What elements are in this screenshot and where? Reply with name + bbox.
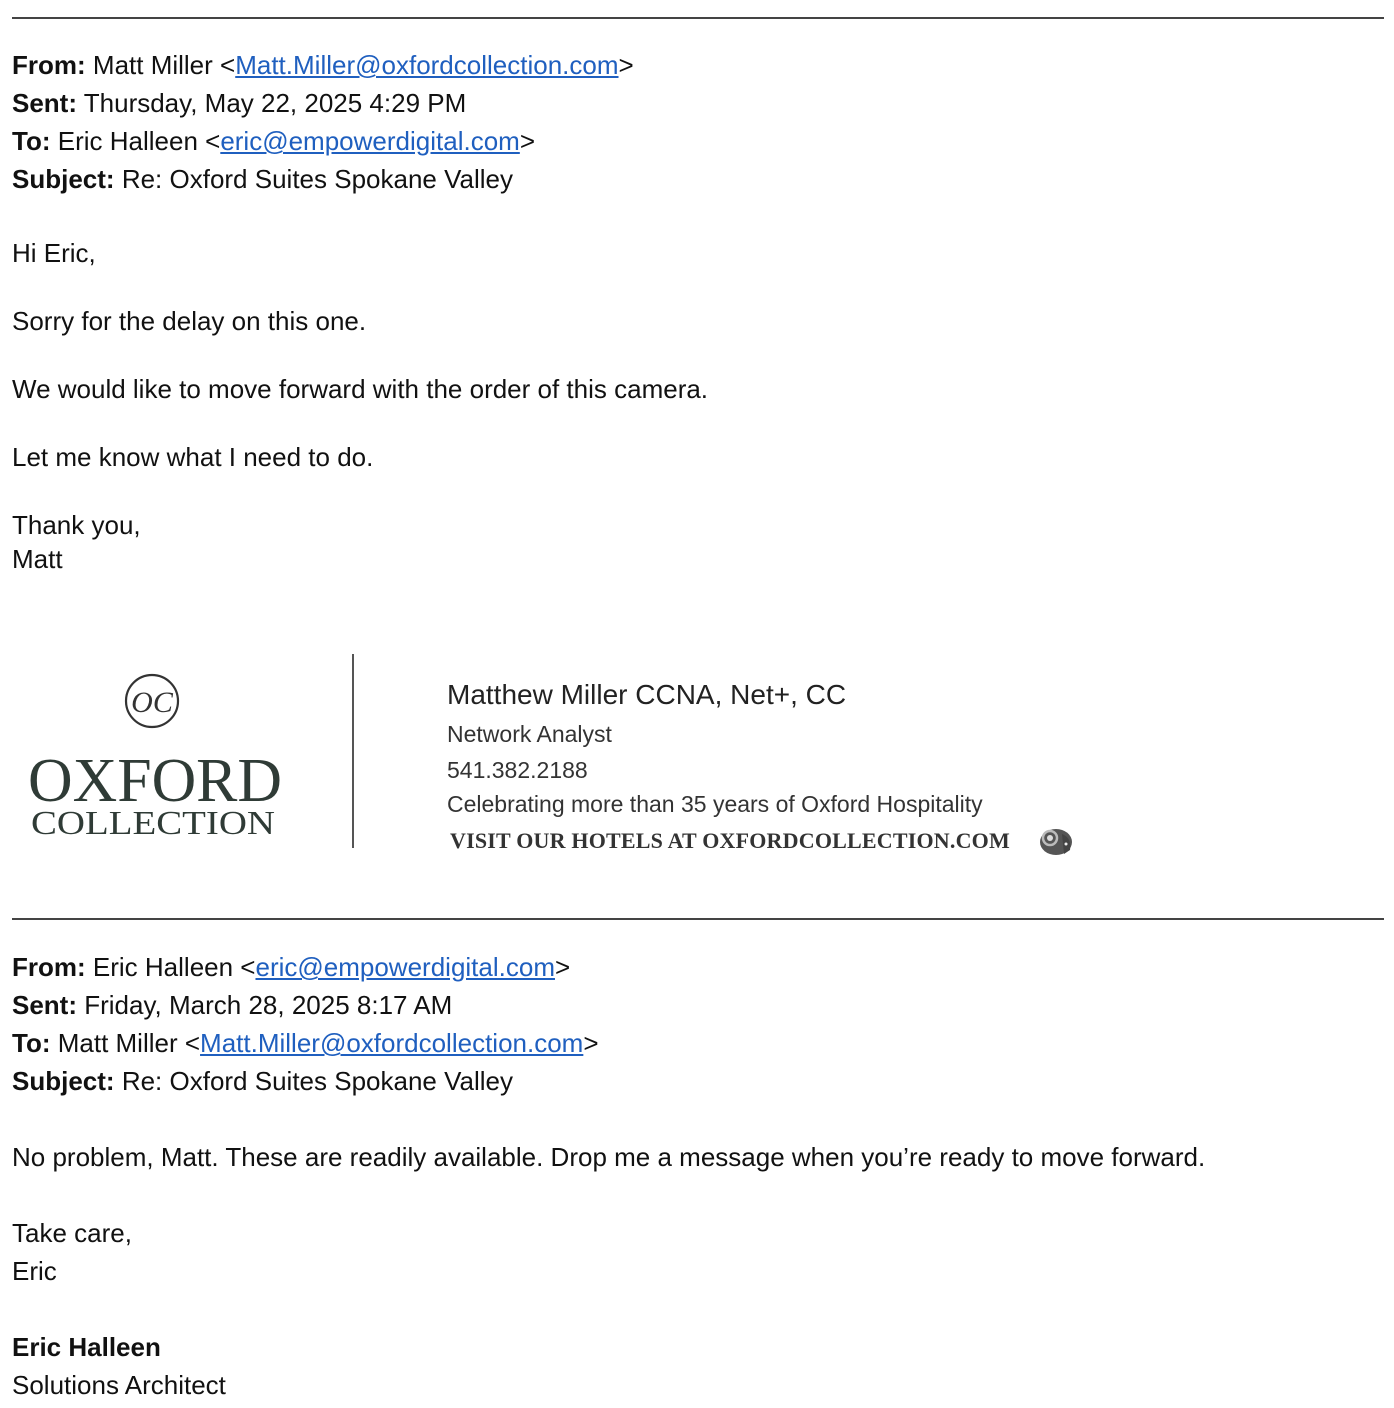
to-email-link[interactable]: eric@empowerdigital.com bbox=[220, 126, 520, 156]
subject-label: Subject: bbox=[12, 164, 115, 194]
to-label: To: bbox=[12, 126, 51, 156]
sent-value: Thursday, May 22, 2025 4:29 PM bbox=[83, 88, 467, 118]
to-name: Matt Miller < bbox=[57, 1028, 201, 1058]
from-label: From: bbox=[12, 952, 86, 982]
logo-oxford-text: OXFORD bbox=[28, 747, 282, 815]
ram-mascot-icon bbox=[1036, 824, 1076, 858]
signature-phone: 541.382.2188 bbox=[447, 757, 588, 783]
email2-sign: Eric bbox=[12, 1256, 57, 1286]
email2-to-row bbox=[12, 1024, 599, 1062]
email2-subject-row bbox=[12, 1062, 513, 1100]
email1-from-row bbox=[12, 46, 634, 84]
from-label: From: bbox=[12, 50, 86, 80]
email1-line3: Let me know what I need to do. bbox=[12, 442, 374, 472]
logo-collection-text: COLLECTION bbox=[31, 805, 275, 842]
signature-name: Matthew Miller bbox=[447, 679, 628, 710]
from-email-link[interactable]: eric@empowerdigital.com bbox=[255, 952, 555, 982]
visit-hotels-banner[interactable]: VISIT OUR HOTELS AT OXFORDCOLLECTION.COM bbox=[450, 828, 1010, 853]
email2-line1: No problem, Matt. These are readily available. Drop me a message when you’re ready to move forward. bbox=[12, 1142, 1206, 1172]
email2-sent-row bbox=[12, 986, 452, 1024]
from-email-link[interactable]: Matt.Miller@oxfordcollection.com bbox=[235, 50, 619, 80]
signature-credentials: CCNA, Net+, CC bbox=[627, 679, 847, 710]
to-close: > bbox=[519, 126, 535, 156]
email2-signature-title: Solutions Architect bbox=[12, 1370, 226, 1400]
from-close: > bbox=[554, 952, 571, 982]
signature-name-line bbox=[447, 676, 846, 714]
subject-value: Re: Oxford Suites Spokane Valley bbox=[121, 1066, 513, 1096]
subject-value: Re: Oxford Suites Spokane Valley bbox=[121, 164, 513, 194]
divider-top bbox=[12, 17, 1384, 19]
to-email-link[interactable]: Matt.Miller@oxfordcollection.com bbox=[200, 1028, 584, 1058]
subject-label: Subject: bbox=[12, 1066, 115, 1096]
to-close: > bbox=[583, 1028, 599, 1058]
email1-to-row bbox=[12, 122, 535, 160]
oxford-collection-logo bbox=[22, 668, 292, 848]
email2-closing: Take care, bbox=[12, 1218, 132, 1248]
email1-closing: Thank you, bbox=[12, 510, 141, 540]
logo-monogram: OC bbox=[131, 686, 173, 719]
email1-line2: We would like to move forward with the order of this camera. bbox=[12, 374, 709, 404]
signature-tagline: Celebrating more than 35 years of Oxford Hospitality bbox=[447, 791, 983, 817]
from-name: Matt Miller < bbox=[92, 50, 236, 80]
sent-value: Friday, March 28, 2025 8:17 AM bbox=[84, 990, 453, 1020]
from-close: > bbox=[618, 50, 634, 80]
email1-sent-row bbox=[12, 84, 466, 122]
signature-divider bbox=[352, 654, 354, 848]
from-name: Eric Halleen < bbox=[92, 952, 256, 982]
to-name: Eric Halleen < bbox=[57, 126, 221, 156]
to-label: To: bbox=[12, 1028, 51, 1058]
divider-middle bbox=[12, 918, 1384, 920]
sent-label: Sent: bbox=[12, 88, 77, 118]
email1-subject-row bbox=[12, 160, 513, 198]
email2-signature-name: Eric Halleen bbox=[12, 1332, 161, 1362]
email1-sign: Matt bbox=[12, 544, 63, 574]
email1-greeting: Hi Eric, bbox=[12, 238, 96, 268]
email1-line1: Sorry for the delay on this one. bbox=[12, 306, 367, 336]
sent-label: Sent: bbox=[12, 990, 77, 1020]
email2-from-row bbox=[12, 948, 570, 986]
signature-title: Network Analyst bbox=[447, 721, 612, 747]
